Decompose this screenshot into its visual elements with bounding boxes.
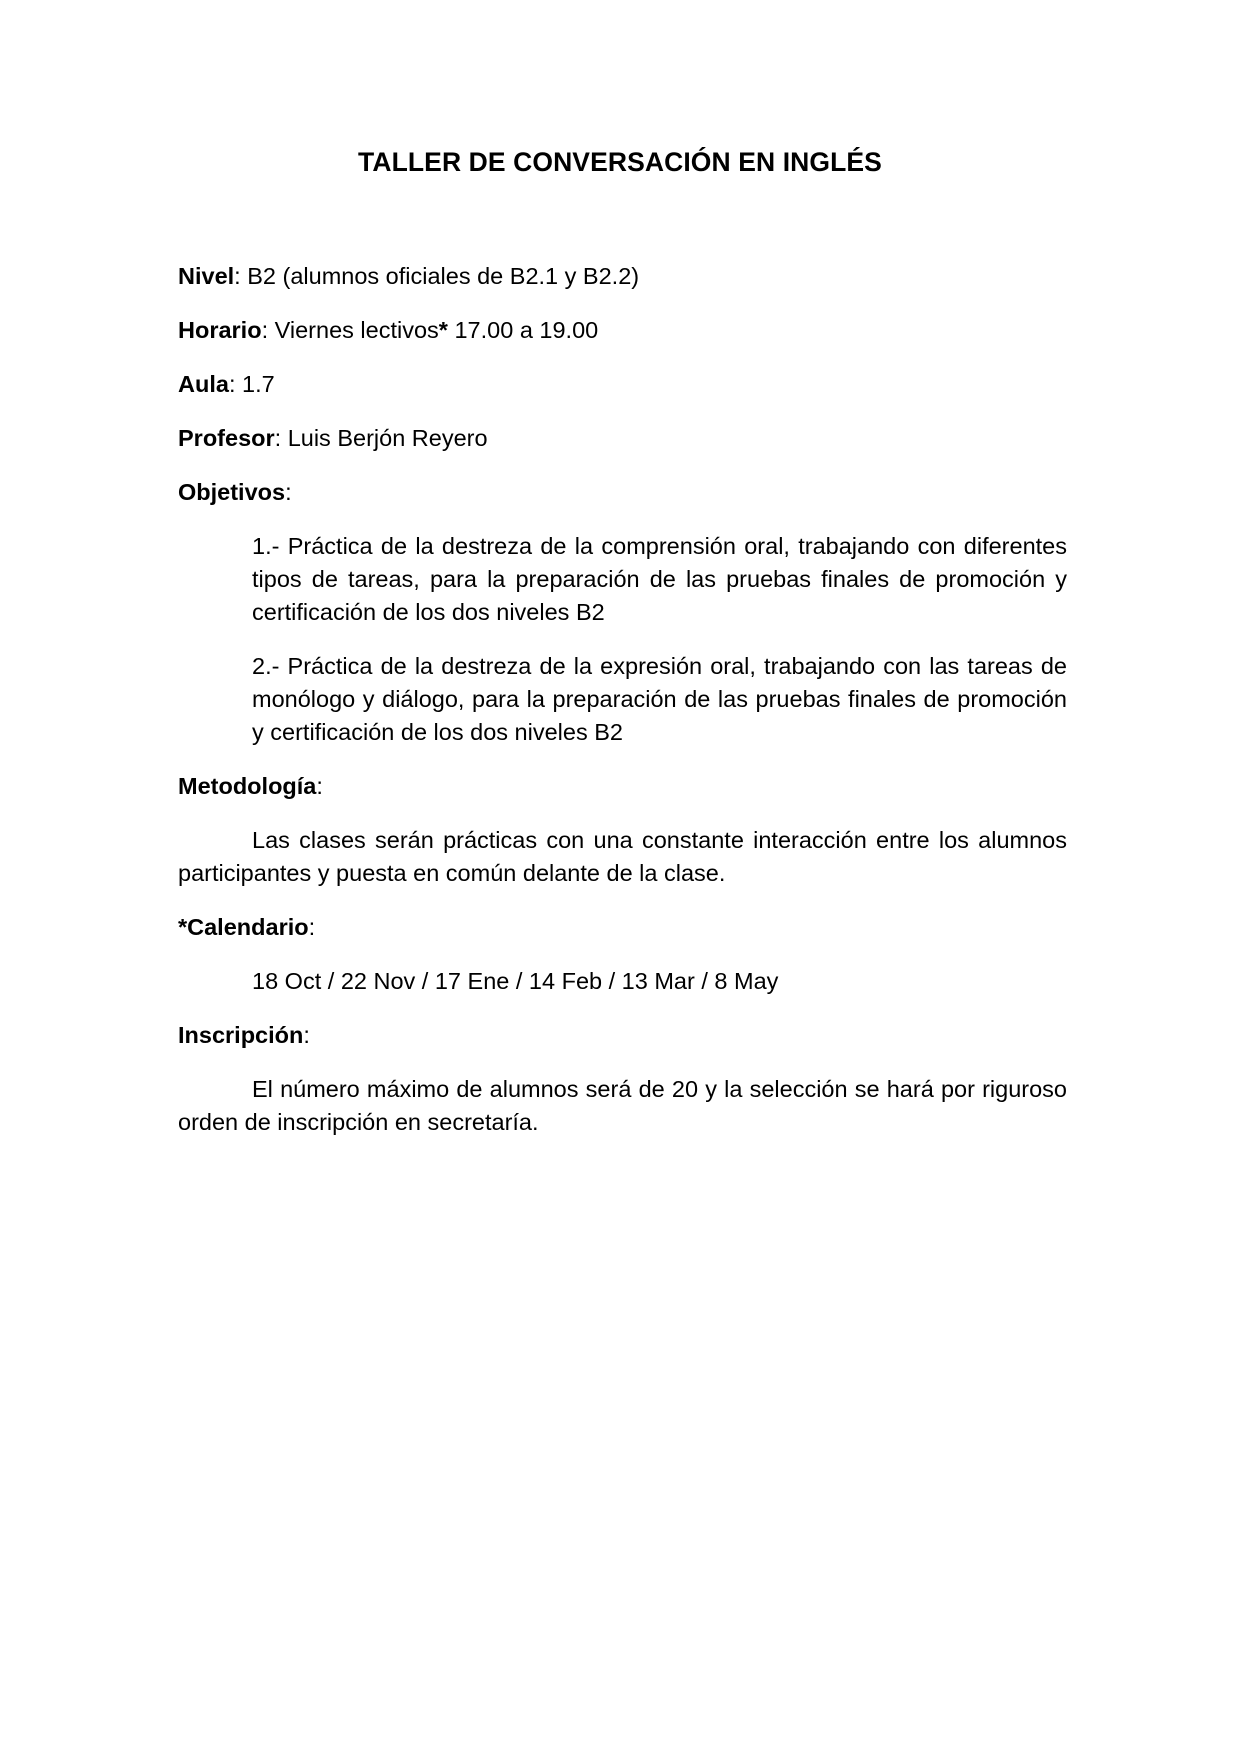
objetivos-separator: : [285, 479, 292, 505]
horario-separator: : [261, 317, 269, 343]
inscripcion-label: Inscripción [178, 1022, 304, 1048]
inscripcion-heading [178, 1019, 1067, 1052]
nivel-value: B2 (alumnos oficiales de B2.1 y B2.2) [240, 263, 640, 289]
profesor-label: Profesor [178, 425, 275, 451]
inscripcion-text: El número máximo de alumnos será de 20 y la selección se hará por riguroso orden de inscripción en secretaría. [178, 1076, 1067, 1135]
calendario-heading [178, 911, 1067, 944]
nivel-label: Nivel [178, 263, 235, 289]
objetivo-item-2: 2.- Práctica de la destreza de la expresión oral, trabajando con las tareas de monólogo y diálogo, para la preparación de las pruebas finales de promoción y certificación de los dos niveles B2 [252, 653, 1067, 745]
profesor-separator: : [274, 425, 282, 451]
aula-label: Aula [178, 371, 229, 397]
nivel-line [178, 260, 1067, 293]
document-body [178, 260, 1067, 1160]
horario-line [178, 314, 1067, 347]
objetivo-item-1: 1.- Práctica de la destreza de la comprensión oral, trabajando con diferentes tipos de tareas, para la preparación de las pruebas finales de promoción y certificación de los dos niveles B2 [252, 533, 1067, 625]
profesor-line [178, 422, 1067, 455]
objetivos-heading [178, 476, 1067, 509]
calendario-text: 18 Oct / 22 Nov / 17 Ene / 14 Feb / 13 Mar / 8 May [252, 968, 779, 994]
aula-separator: : [228, 371, 236, 397]
calendario-label: *Calendario [178, 914, 309, 940]
horario-value: Viernes lectivos [268, 317, 439, 343]
objetivos-label: Objetivos [178, 479, 286, 505]
horario-label: Horario [178, 317, 262, 343]
metodologia-separator: : [316, 773, 323, 799]
inscripcion-separator: : [303, 1022, 310, 1048]
metodologia-text: Las clases serán prácticas con una constante interacción entre los alumnos participantes y puesta en común delante de la clase. [178, 827, 1067, 886]
calendario-separator: : [308, 914, 316, 940]
metodologia-label: Metodología [178, 773, 317, 799]
nivel-separator: : [234, 263, 241, 289]
metodologia-heading [178, 770, 1067, 803]
aula-value: 1.7 [235, 371, 275, 397]
profesor-value: Luis Berjón Reyero [281, 425, 488, 451]
document-title: TALLER DE CONVERSACIÓN EN INGLÉS [358, 147, 882, 177]
horario-time: 17.00 a 19.00 [447, 317, 599, 343]
aula-line [178, 368, 1067, 401]
horario-asterisk: * [438, 317, 448, 343]
